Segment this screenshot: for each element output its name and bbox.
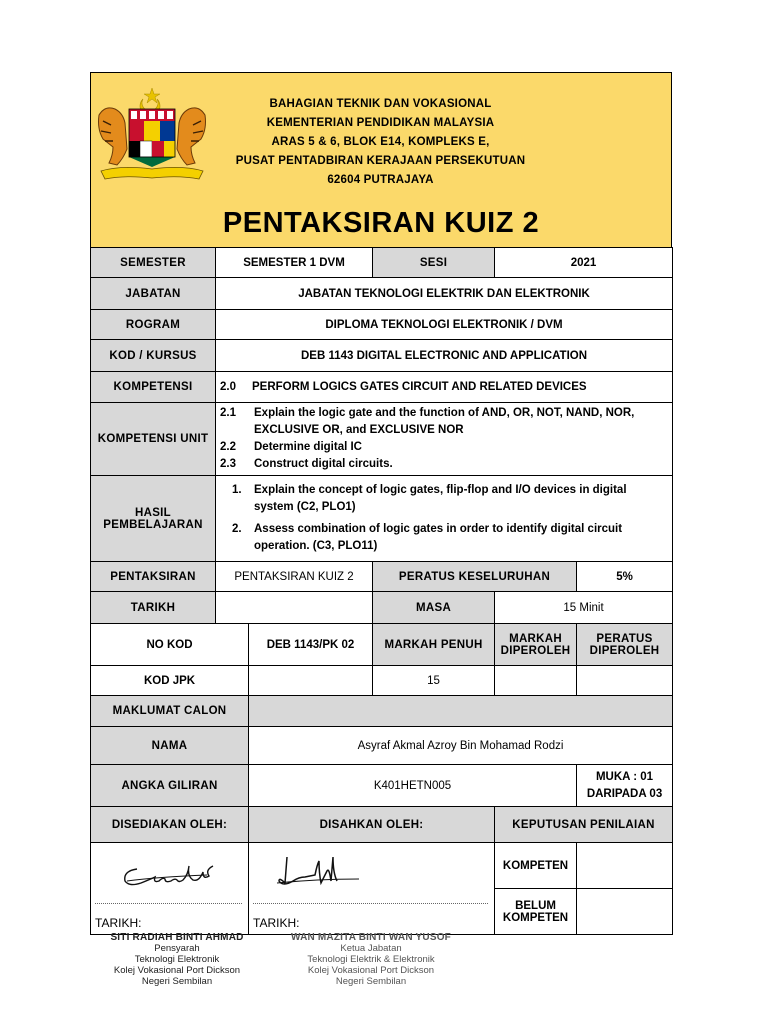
kod-jpk-value[interactable] — [249, 666, 373, 696]
stamp-line: Negeri Sembilan — [335, 976, 407, 987]
tarikh-value[interactable] — [216, 592, 373, 624]
document-title: PENTAKSIRAN KUIZ 2 — [222, 207, 540, 239]
item-number: 2.3 — [220, 458, 236, 470]
peratus-diperoleh-value[interactable] — [577, 666, 673, 696]
kompetensi-value: PERFORM LOGICS GATES CIRCUIT AND RELATED DEVICES — [252, 381, 587, 393]
row-kompetensi — [91, 372, 673, 403]
address-line: 62604 PUTRAJAYA — [327, 174, 434, 186]
stamp-line: Teknologi Elektronik — [134, 954, 220, 965]
official-stamp — [92, 932, 262, 987]
malaysia-coat-of-arms-logo — [91, 85, 213, 185]
row-hasil-pembelajaran — [91, 476, 673, 562]
row-program — [91, 310, 673, 340]
jabatan-label: JABATAN — [91, 278, 216, 310]
maklumat-calon-label: MAKLUMAT CALON — [91, 696, 249, 727]
kursus-value: DEB 1143 DIGITAL ELECTRONIC AND APPLICATION — [216, 340, 673, 372]
row-signatures — [91, 843, 673, 889]
item-text: Explain the concept of logic gates, flip-flop and I/O devices in digital system (C2, PLO1) — [254, 484, 627, 513]
assessment-form-table — [90, 247, 673, 935]
jabatan-value: JABATAN TEKNOLOGI ELEKTRIK DAN ELEKTRONIK — [216, 278, 673, 310]
item-number: 1. — [232, 484, 242, 496]
hasil-label-line: HASIL — [135, 506, 171, 519]
list-item — [220, 482, 668, 516]
address-line: ARAS 5 & 6, BLOK E14, KOMPLEKS E, — [271, 136, 490, 148]
item-text: Determine digital IC — [254, 441, 362, 453]
kompetensi-value-cell — [216, 372, 673, 403]
item-number: 2. — [232, 523, 242, 535]
list-item — [220, 521, 668, 555]
muka-cell — [577, 765, 673, 807]
markah-penuh-value: 15 — [373, 666, 495, 696]
muka-line: MUKA : 01 — [595, 770, 654, 783]
item-text: Construct digital circuits. — [254, 458, 393, 470]
stamp-line: Ketua Jabatan — [340, 943, 402, 954]
stamp-line: Kolej Vokasional Port Dickson — [307, 965, 435, 976]
semester-value: SEMESTER 1 DVM — [216, 248, 373, 278]
kompetensi-unit-list — [216, 403, 673, 476]
peratus-keseluruhan-label: PERATUS KESELURUHAN — [373, 562, 577, 592]
kursus-label: KOD / KURSUS — [91, 340, 216, 372]
row-kod-jpk — [91, 666, 673, 696]
row-nama — [91, 727, 673, 765]
hasil-pembelajaran-label — [91, 476, 216, 562]
keputusan-label: KEPUTUSAN PENILAIAN — [495, 807, 673, 843]
disediakan-signature-box — [91, 843, 249, 935]
muka-line: DARIPADA 03 — [586, 787, 663, 800]
row-angka-giliran — [91, 765, 673, 807]
kompetensi-number: 2.0 — [220, 381, 236, 393]
row-sign-headers — [91, 807, 673, 843]
item-number: 2.2 — [220, 441, 236, 453]
belum-kompeten-label: BELUM KOMPETEN — [495, 889, 577, 935]
signature-image — [119, 857, 219, 891]
stamp-line: Negeri Sembilan — [141, 976, 213, 987]
row-kompetensi-unit — [91, 403, 673, 476]
row-jabatan — [91, 278, 673, 310]
masa-label: MASA — [373, 592, 495, 624]
peratus-diperoleh-label — [577, 624, 673, 666]
hasil-pembelajaran-list — [216, 476, 673, 562]
tarikh-label: TARIKH — [91, 592, 216, 624]
markah-diperoleh-line: DIPEROLEH — [500, 644, 571, 657]
sesi-label: SESI — [373, 248, 495, 278]
stamp-line: Kolej Vokasional Port Dickson — [113, 965, 241, 976]
signature-image — [273, 853, 363, 891]
pentaksiran-label: PENTAKSIRAN — [91, 562, 216, 592]
stamp-name: SITI RADIAH BINTI AHMAD — [110, 932, 244, 943]
row-maklumat-calon — [91, 696, 673, 727]
no-kod-label: NO KOD — [91, 624, 249, 666]
peratus-diperoleh-line: DIPEROLEH — [589, 644, 660, 657]
angka-giliran-label: ANGKA GILIRAN — [91, 765, 249, 807]
kompeten-label: KOMPETEN — [495, 843, 577, 889]
stamp-line: Pensyarah — [154, 943, 200, 954]
semester-label: SEMESTER — [91, 248, 216, 278]
kompetensi-label: KOMPETENSI — [91, 372, 216, 403]
peratus-diperoleh-line: PERATUS — [596, 632, 653, 645]
official-stamp — [286, 932, 456, 987]
maklumat-calon-fill — [249, 696, 673, 727]
row-no-kod — [91, 624, 673, 666]
list-item — [220, 405, 668, 439]
tarikh-sign-label: TARIKH: — [253, 916, 300, 930]
nama-value: Asyraf Akmal Azroy Bin Mohamad Rodzi — [249, 727, 673, 765]
item-text: Assess combination of logic gates in order to identify digital circuit operation. (C3, PLO11) — [254, 523, 623, 552]
peratus-keseluruhan-value: 5% — [577, 562, 673, 592]
hasil-label-line: PEMBELAJARAN — [103, 518, 203, 531]
tarikh-sign-label: TARIKH: — [95, 916, 142, 930]
kompeten-checkbox-cell[interactable] — [577, 843, 673, 889]
markah-diperoleh-line: MARKAH — [509, 632, 562, 645]
markah-penuh-label: MARKAH PENUH — [373, 624, 495, 666]
no-kod-value: DEB 1143/PK 02 — [249, 624, 373, 666]
address-line: KEMENTERIAN PENDIDIKAN MALAYSIA — [266, 117, 495, 129]
disediakan-label: DISEDIAKAN OLEH: — [91, 807, 249, 843]
address-line: PUSAT PENTADBIRAN KERAJAAN PERSEKUTUAN — [235, 155, 526, 167]
stamp-line: Teknologi Elektrik & Elektronik — [307, 954, 435, 965]
row-pentaksiran — [91, 562, 673, 592]
item-text: Explain the logic gate and the function of AND, OR, NOT, NAND, NOR, EXCLUSIVE OR, and EXCLUSIVE NOR — [254, 407, 635, 436]
row-semester — [91, 248, 673, 278]
disahkan-label: DISAHKAN OLEH: — [249, 807, 495, 843]
kompetensi-unit-label: KOMPETENSI UNIT — [91, 403, 216, 476]
item-number: 2.1 — [220, 407, 236, 419]
kod-jpk-label: KOD JPK — [91, 666, 249, 696]
row-tarikh-masa — [91, 592, 673, 624]
sesi-value: 2021 — [495, 248, 673, 278]
program-value: DIPLOMA TEKNOLOGI ELEKTRONIK / DVM — [216, 310, 673, 340]
markah-diperoleh-value[interactable] — [495, 666, 577, 696]
row-kursus — [91, 340, 673, 372]
signature-line — [95, 903, 242, 904]
address-block — [213, 95, 548, 190]
nama-label: NAMA — [91, 727, 249, 765]
address-line: BAHAGIAN TEKNIK DAN VOKASIONAL — [269, 98, 492, 110]
list-item — [220, 439, 668, 456]
document-header — [90, 72, 672, 248]
assessment-sheet — [90, 72, 672, 987]
signature-line — [253, 903, 488, 904]
markah-diperoleh-label — [495, 624, 577, 666]
list-item — [220, 456, 668, 473]
angka-giliran-value: K401HETN005 — [249, 765, 577, 807]
disahkan-signature-box — [249, 843, 495, 935]
masa-value: 15 Minit — [495, 592, 673, 624]
belum-kompeten-checkbox-cell[interactable] — [577, 889, 673, 935]
pentaksiran-value: PENTAKSIRAN KUIZ 2 — [216, 562, 373, 592]
stamp-name: WAN MAZITA BINTI WAN YUSOF — [290, 932, 451, 943]
program-label: ROGRAM — [91, 310, 216, 340]
